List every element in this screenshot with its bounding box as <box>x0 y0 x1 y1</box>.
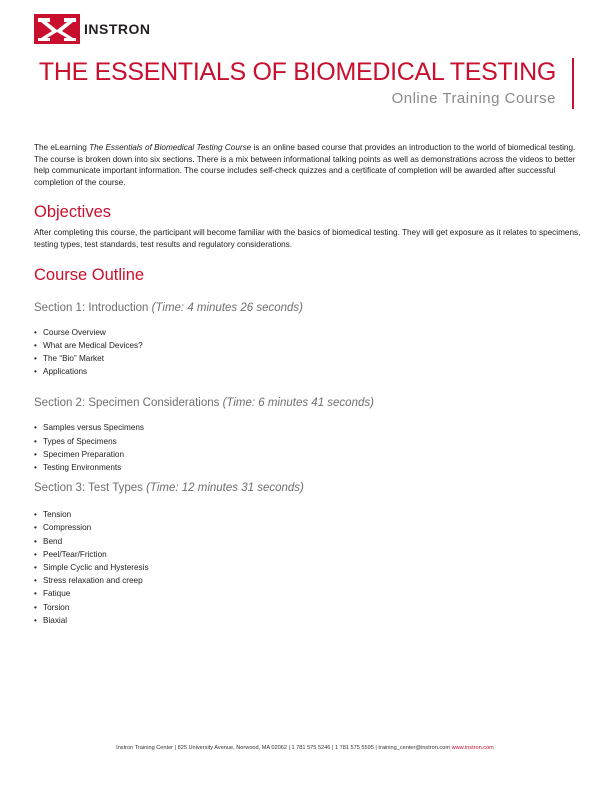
section-2-title: Section 2: Specimen Considerations <box>34 397 223 410</box>
section-1-title: Section 1: Introduction <box>34 301 152 314</box>
list-item: • Stress relaxation and creep <box>34 574 582 587</box>
page-subtitle: Online Training Course <box>391 90 556 107</box>
list-item: • What are Medical Devices? <box>34 339 582 352</box>
footer-website-link[interactable]: www.instron.com <box>451 745 494 751</box>
list-item: • Specimen Preparation <box>34 448 582 461</box>
intro-course-name: The Essentials of Biomedical Testing Course <box>89 143 252 152</box>
intro-paragraph <box>34 142 582 188</box>
list-item: • Types of Specimens <box>34 435 582 448</box>
course-outline-heading: Course Outline <box>34 265 145 284</box>
instron-logo <box>34 14 151 44</box>
list-item: • Torsion <box>34 601 582 614</box>
list-item: • Tension <box>34 508 582 521</box>
list-item: • Fatique <box>34 587 582 600</box>
section-3-heading <box>34 481 582 495</box>
list-item: • Peel/Tear/Friction <box>34 548 582 561</box>
intro-prefix: The eLearning <box>34 143 90 152</box>
list-item: • Bend <box>34 535 582 548</box>
section-1-heading <box>34 301 582 315</box>
section-3-title: Section 3: Test Types <box>34 482 147 495</box>
list-item: • Samples versus Specimens <box>34 421 582 434</box>
list-item: • Compression <box>34 521 582 534</box>
objectives-text: After completing this course, the participant will become familiar with the basics of biomedical testing. They will get exposure as it relates to specimens, testing types, test standards, test results and regulatory considerations. <box>34 228 581 249</box>
list-item: • Applications <box>34 365 582 378</box>
list-item: • Simple Cyclic and Hysteresis <box>34 561 582 574</box>
footer-contact: Instron Training Center | 825 University Avenue, Norwood, MA 02062 | 1 781 575 5246 | 1 781 575 5595 | training_center@instron.com <box>116 745 452 751</box>
section-3-time: (Time: 12 minutes 31 seconds) <box>146 482 304 495</box>
title-accent-bar <box>572 58 574 109</box>
page-footer <box>0 745 610 751</box>
document-body <box>34 142 582 627</box>
objectives-heading: Objectives <box>34 203 112 222</box>
logo-wordmark: INSTRON <box>84 21 151 37</box>
list-item: • Course Overview <box>34 326 582 339</box>
instron-logo-icon <box>34 14 80 44</box>
section-1-list <box>34 326 582 379</box>
intro-suffix: is an online based course that provides an introduction to the world of biomedical testing. The course is broken down into six sections. There is a mix between informational talking points as well as demonstrations across the videos to better help communicate important information. The course includes self-check quizzes and a certificate of completion will be awarded after successful completion of the course. <box>34 143 576 187</box>
page-title: THE ESSENTIALS OF BIOMEDICAL TESTING <box>38 58 556 86</box>
list-item: • Testing Environments <box>34 461 582 474</box>
page-header <box>39 58 556 107</box>
section-3-list <box>34 508 582 627</box>
section-1-time: (Time: 4 minutes 26 seconds) <box>151 301 304 314</box>
section-2-list <box>34 421 582 474</box>
section-2-time: (Time: 6 minutes 41 seconds) <box>222 397 374 410</box>
section-2-heading <box>34 396 582 410</box>
list-item: • Biaxial <box>34 614 582 627</box>
list-item: • The “Bio” Market <box>34 352 582 365</box>
